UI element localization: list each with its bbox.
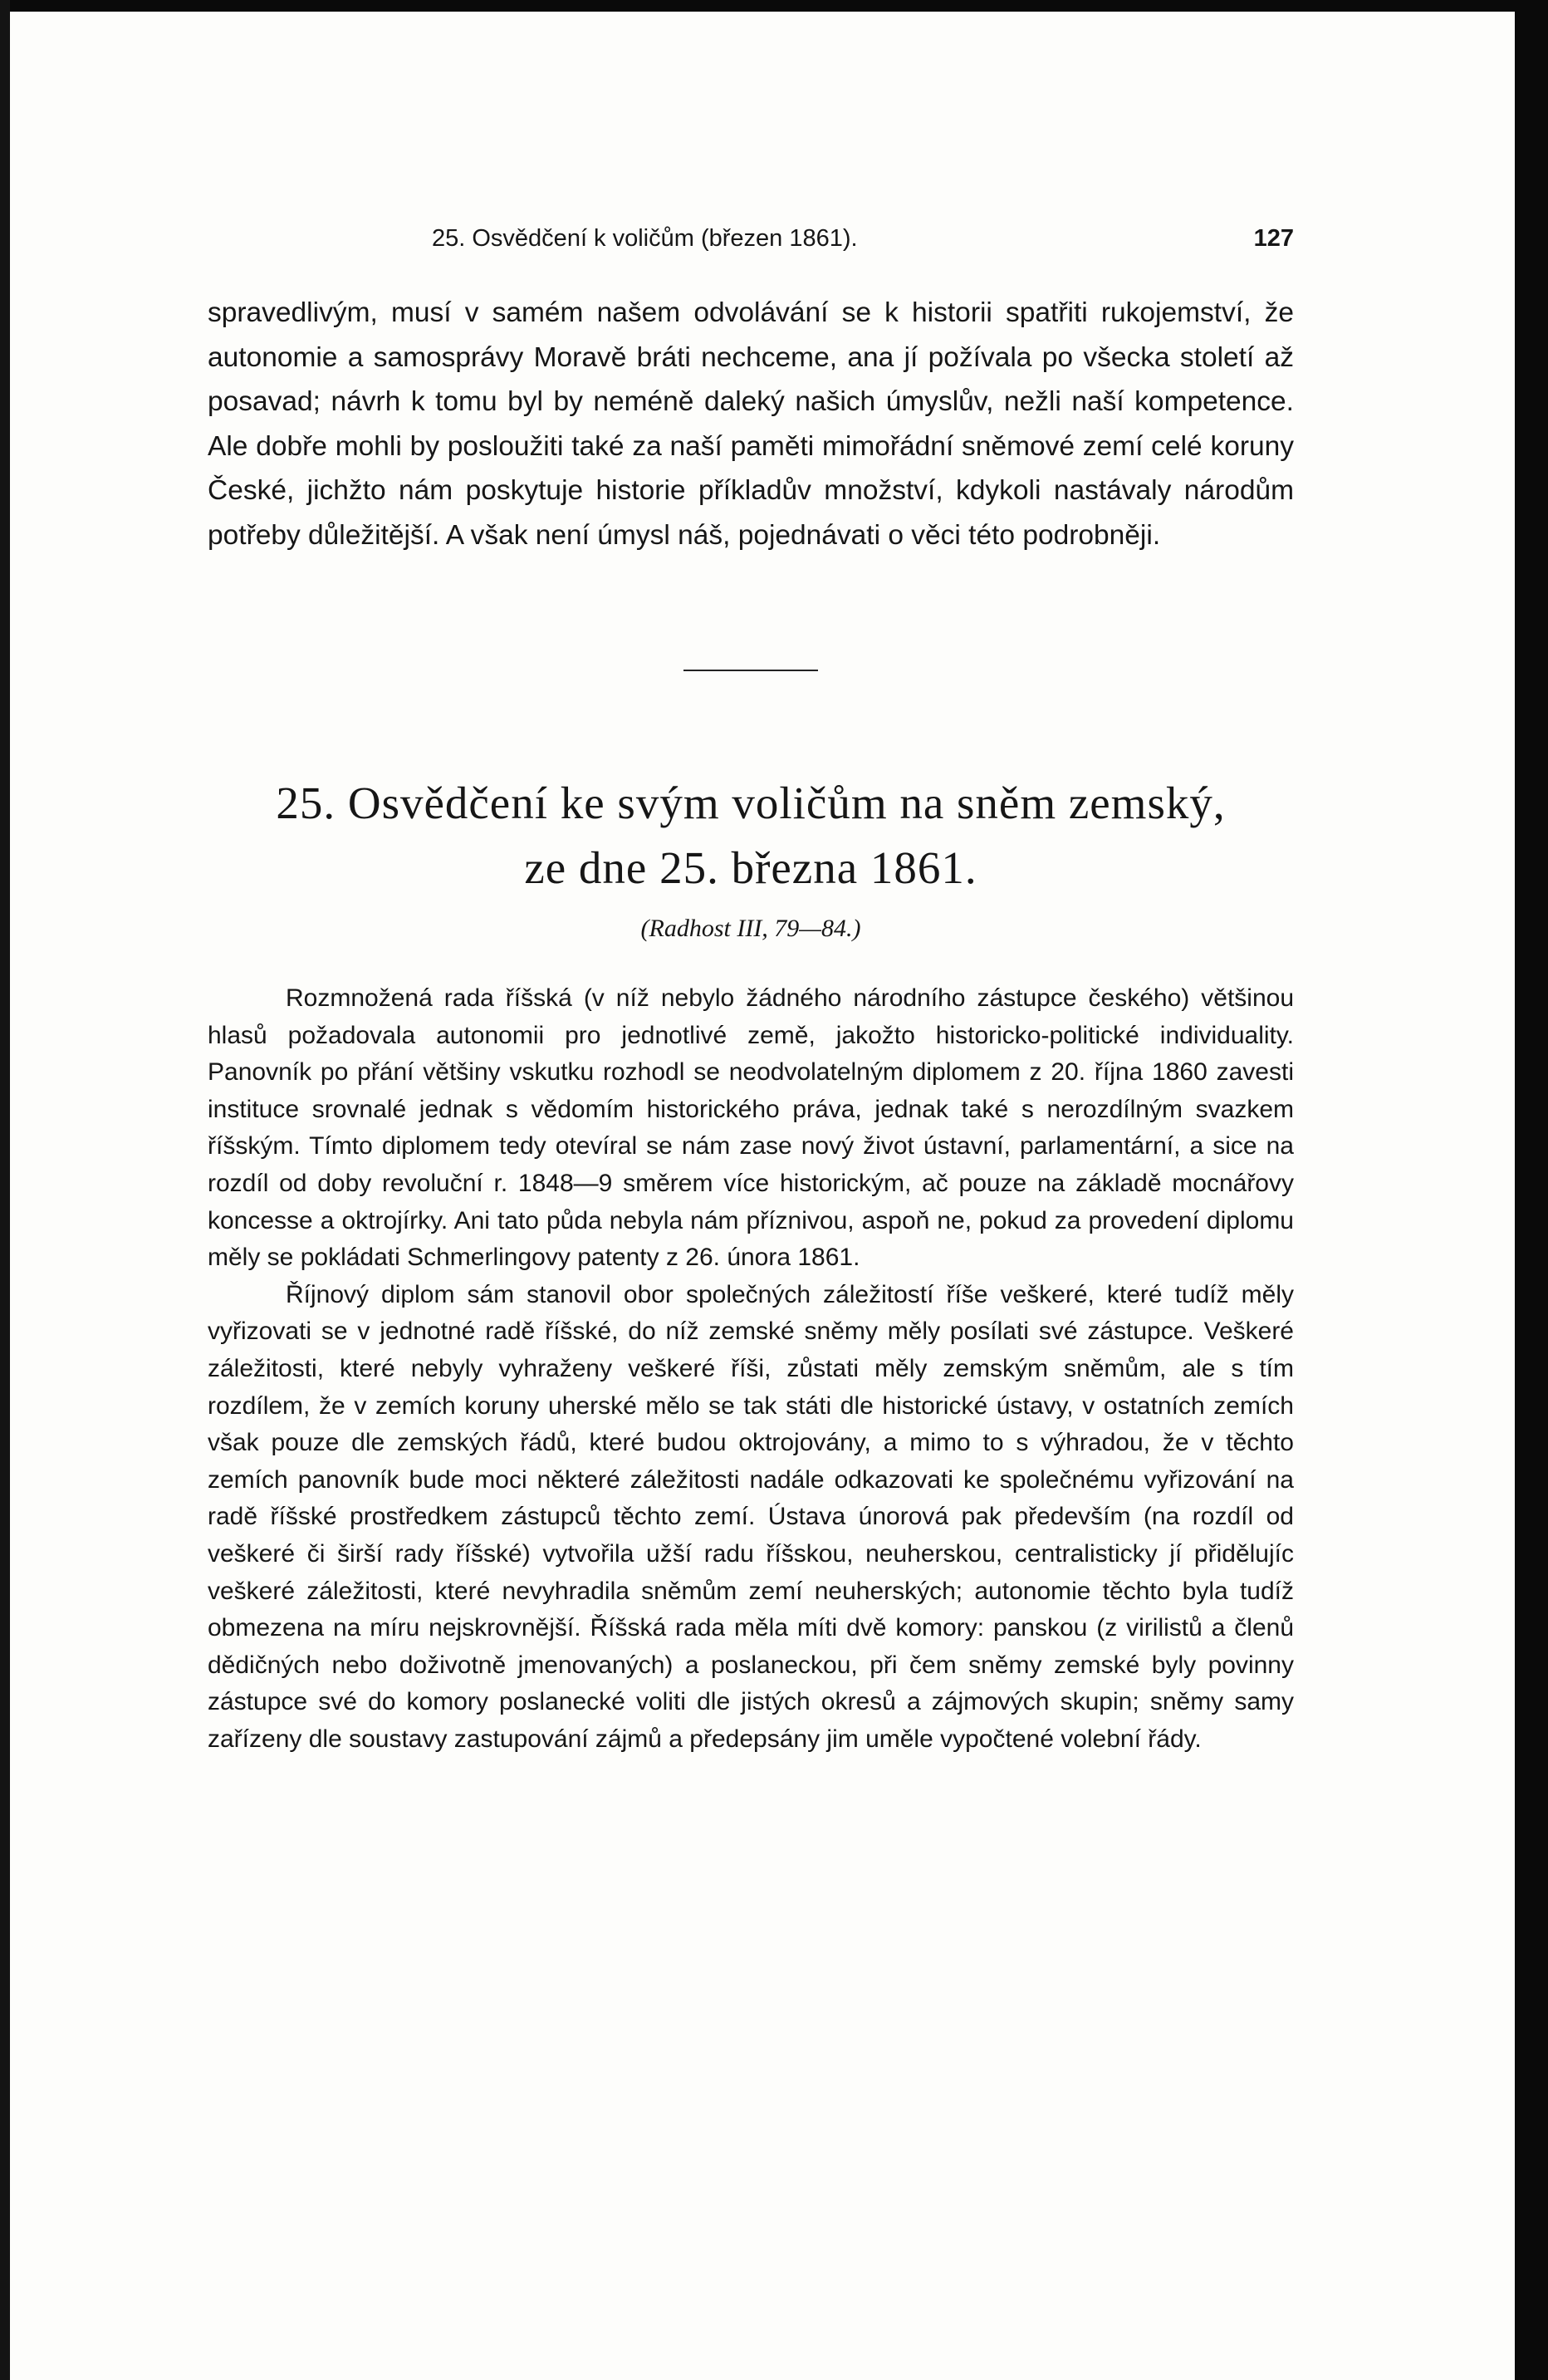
summary-paragraph-1: Rozmnožená rada říšská (v níž nebylo žádného národního zástupce českého) většinou hlasů požadovala autonomii pro jednotlivé země, jakožto historicko-politické individuality. Panovník po přání většiny vskutku rozhodl se neodvolatelným diplomem z 20. října 1860 zavesti instituce srovnalé jednak s vědomím historického práva, jednak také s nerozdílným svazkem říšským. Tímto diplomem tedy otevíral se nám zase nový život ústavní, parlamentární, a sice na rozdíl od doby revoluční r. 1848—9 směrem více historickým, ač pouze na základě mocnářovy koncesse a oktrojírky. Ani tato půda nebyla nám příznivou, aspoň ne, pokud za provedení diplomu měly se pokládati Schmerlingovy patenty z 26. února 1861.	[208, 984, 1294, 1272]
section-title-line-1: 25. Osvědčení ke svým voličům na sněm zemský,	[276, 778, 1226, 828]
section-title	[208, 771, 1294, 900]
continuation-paragraph-block	[208, 291, 1294, 557]
section-divider-rule	[683, 670, 818, 671]
running-head	[208, 218, 1294, 259]
editorial-summary	[208, 980, 1294, 1758]
scan-border-left	[0, 0, 10, 2380]
section-title-line-2: ze dne 25. března 1861.	[524, 842, 977, 893]
source-note: (Radhost III, 79—84.)	[640, 915, 861, 942]
continuation-paragraph: spravedlivým, musí v samém našem odvolávání se k historii spatřiti rukojemství, že autonomie a samosprávy Moravě bráti nechceme, ana jí požívala po všecka století až posavad; návrh k tomu byl by neméně daleký našich úmyslův, nežli naší kompetence. Ale dobře mohli by posloužiti také za naší paměti mimořádní sněmové zemí celé koruny České, jichžto nám poskytuje historie příkladův množství, kdykoli nastávaly národům potřeby důležitější. A však není úmysl náš, pojednávati o věci této podrobněji.	[208, 297, 1294, 551]
running-head-title: 25. Osvědčení k voličům (březen 1861).	[432, 225, 858, 252]
book-page	[208, 218, 1294, 1758]
summary-paragraph-2: Říjnový diplom sám stanovil obor společných záležitostí říše veškeré, které tudíž měly vyřizovati se v jednotné radě říšské, do níž zemské sněmy měly posílati své zástupce. Veškeré záležitosti, které nebyly vyhraženy veškeré říši, zůstati měly zemským sněmům, ale s tím rozdílem, že v zemích koruny uherské mělo se tak státi dle historické ústavy, v ostatních zemích však pouze dle zemských řádů, které budou oktrojovány, a mimo to s výhradou, že v těchto zemích panovník bude moci některé záležitosti nadále odkazovati ke společnému vyřizování na radě říšské prostředkem zástupců těchto zemí. Ústava únorová pak především (na rozdíl od veškeré či širší rady říšské) vytvořila užší radu říšskou, neuherskou, centralisticky jí přidělujíc veškeré záležitosti, které nevyhradila sněmům zemí neuherských; autonomie těchto byla tudíž obmezena na míru nejskrovnější. Říšská rada měla míti dvě komory: panskou (z virilistů a členů dědičných nebo doživotně jmenovaných) a poslaneckou, při čem sněmy zemské byly povinny zástupce své do komory poslanecké voliti dle jistých okresů a zájmových skupin; sněmy samy zařízeny dle soustavy zastupování zájmů a předepsány jim uměle vypočtené volební řády.	[208, 1280, 1294, 1753]
page-number: 127	[1253, 225, 1294, 252]
scan-border-right	[1515, 0, 1548, 2380]
scan-border-top	[0, 0, 1548, 12]
